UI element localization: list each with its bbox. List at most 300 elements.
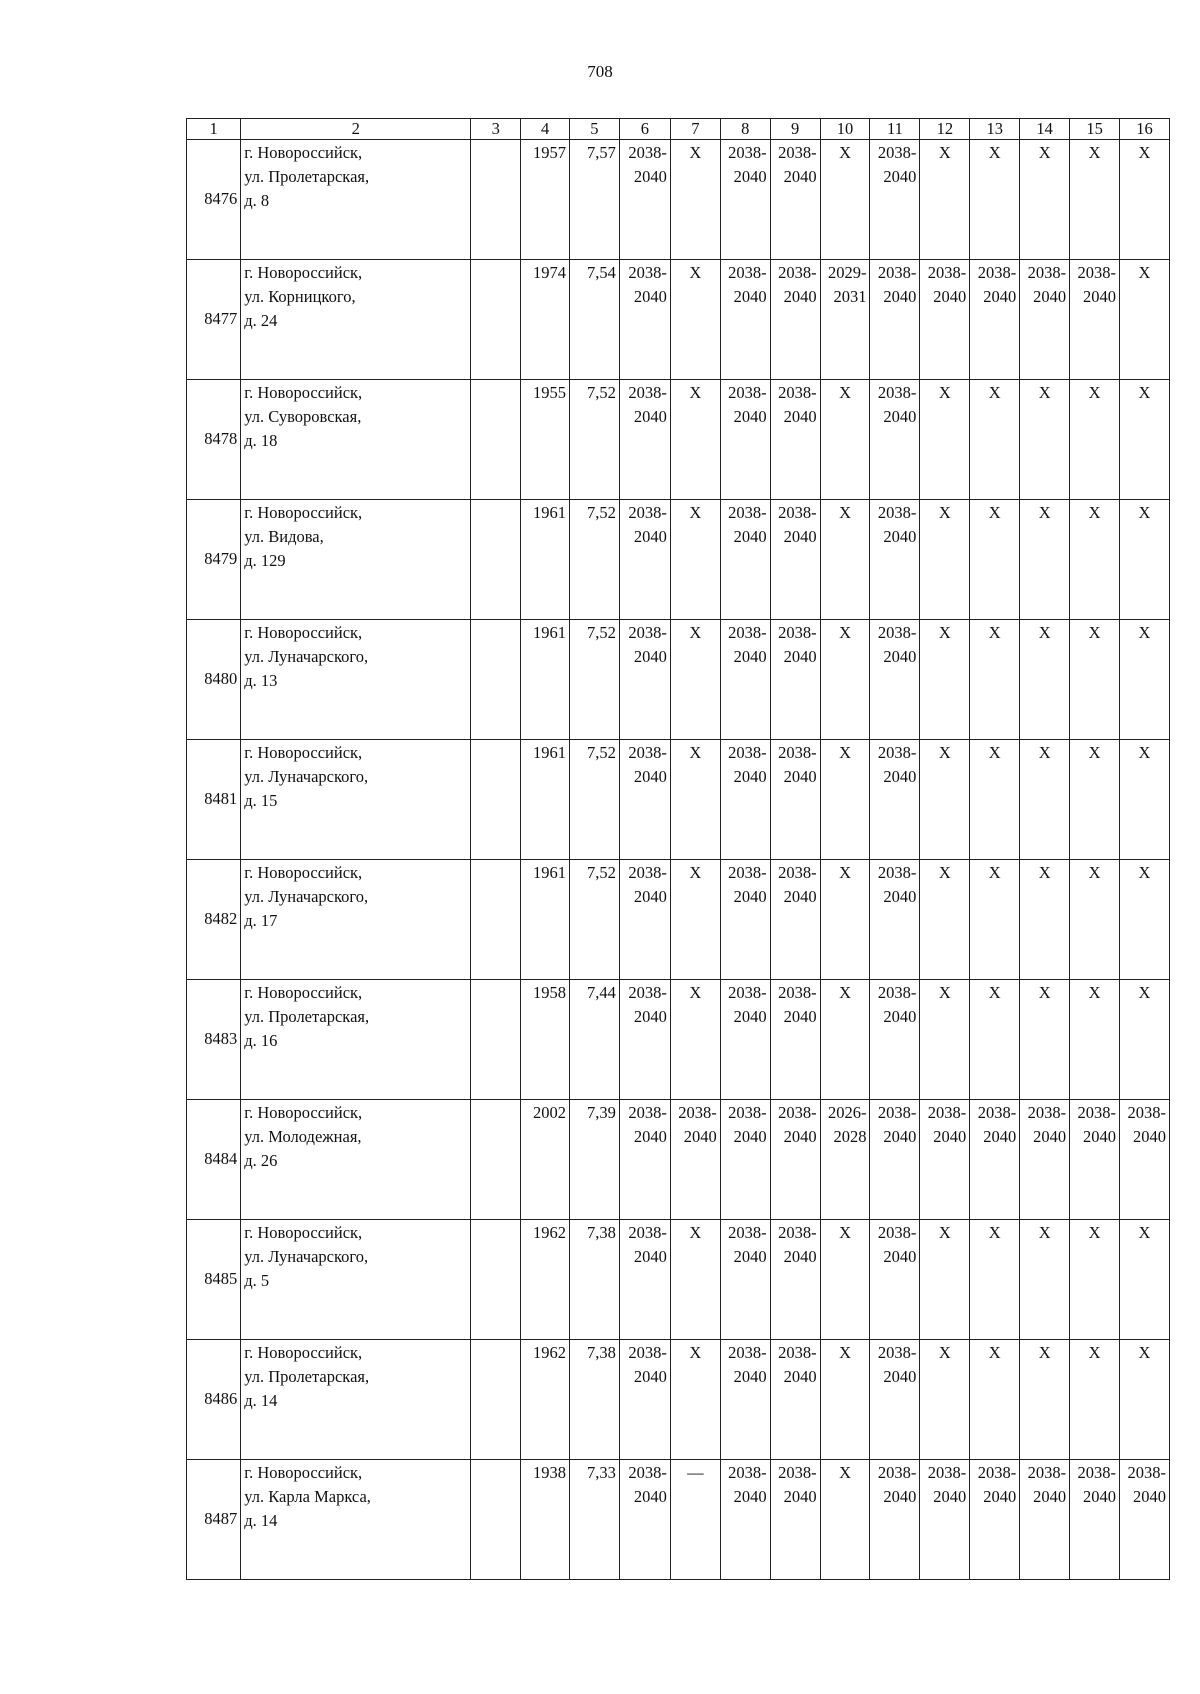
cell-line: д. 18 — [244, 430, 278, 450]
cell-line: г. Новороссийск, — [244, 1463, 363, 1482]
cell-line: 2038- — [628, 743, 667, 762]
cell-line: ул. Карла Маркса, — [244, 1486, 371, 1506]
cell-line: 2028 — [833, 1126, 867, 1146]
cell-line: д. 24 — [244, 310, 278, 330]
period-cell-col-8 — [720, 1340, 770, 1460]
table-row — [187, 620, 1170, 740]
cell-line: X — [1138, 143, 1151, 162]
cell-line: 2038- — [877, 1463, 917, 1482]
period-cell-col-14 — [1020, 620, 1070, 740]
cell-line: ул. Молодежная, — [244, 1126, 362, 1146]
cell-line: 2040 — [633, 526, 667, 546]
cell-line: X — [1138, 863, 1151, 882]
period-cell-col-14 — [1020, 1100, 1070, 1220]
column-header-13: 13 — [970, 119, 1020, 140]
period-cell-col-7 — [670, 1220, 720, 1340]
period-cell-col-6 — [619, 1220, 670, 1340]
cell-line: X — [1138, 503, 1151, 522]
period-cell-col-10 — [820, 260, 870, 380]
cell-line: 2040 — [783, 886, 817, 906]
value-cell: 7,54 — [569, 260, 619, 380]
period-cell-col-14 — [1020, 1220, 1070, 1340]
cell-line: 2038- — [628, 1463, 667, 1482]
cell-line: X — [1038, 623, 1051, 642]
cell-line: 2040 — [1033, 286, 1067, 306]
table-row — [187, 260, 1170, 380]
column-header-8: 8 — [720, 119, 770, 140]
cell-line: 2029- — [827, 263, 867, 282]
cell-line: г. Новороссийск, — [244, 1103, 363, 1122]
cell-line: 2038- — [778, 1343, 817, 1362]
period-cell-col-16 — [1120, 1460, 1170, 1580]
address-cell — [241, 740, 471, 860]
period-cell-col-9 — [770, 860, 820, 980]
cell-line: X — [1088, 143, 1101, 162]
cell-line: 2040 — [633, 1366, 667, 1386]
cell-line: д. 13 — [244, 670, 278, 690]
cell-line: X — [938, 863, 951, 882]
period-cell-col-11 — [870, 380, 920, 500]
period-cell-col-8 — [720, 740, 770, 860]
period-cell-col-6 — [619, 1460, 670, 1580]
column-header-3: 3 — [471, 119, 521, 140]
cell-line: г. Новороссийск, — [244, 1223, 363, 1242]
period-cell-col-6 — [619, 620, 670, 740]
cell-line: 2038- — [678, 1103, 717, 1122]
cell-line: 2040 — [633, 1126, 667, 1146]
period-cell-col-11 — [870, 980, 920, 1100]
year-cell: 1961 — [521, 620, 570, 740]
cell-line: 2040 — [733, 1126, 767, 1146]
cell-line: 2038- — [1077, 263, 1117, 282]
cell-line: 2038- — [628, 1223, 667, 1242]
row-number: 8476 — [187, 140, 241, 260]
cell-line: X — [1088, 503, 1101, 522]
period-cell-col-11 — [870, 140, 920, 260]
cell-line: X — [689, 1343, 702, 1362]
cell-line: X — [938, 1223, 951, 1242]
period-cell-col-14 — [1020, 500, 1070, 620]
address-cell — [241, 1100, 471, 1220]
cell-line: 2038- — [628, 1343, 667, 1362]
cell-line: г. Новороссийск, — [244, 983, 363, 1002]
period-cell-col-15 — [1070, 620, 1120, 740]
cell-line: 2038- — [977, 263, 1017, 282]
cell-line: 2038- — [1027, 263, 1067, 282]
period-cell-col-16 — [1120, 740, 1170, 860]
cell-line: 2040 — [783, 1486, 817, 1506]
cell-line: X — [1038, 503, 1051, 522]
column-header-14: 14 — [1020, 119, 1070, 140]
address-cell — [241, 380, 471, 500]
period-cell-col-7 — [670, 380, 720, 500]
period-cell-col-13 — [970, 1340, 1020, 1460]
cell-line: г. Новороссийск, — [244, 743, 363, 762]
cell-line: X — [839, 143, 851, 162]
cell-line: ул. Луначарского, — [244, 886, 369, 906]
period-cell-col-9 — [770, 380, 820, 500]
cell-line: 2040 — [1083, 1126, 1117, 1146]
year-cell: 1961 — [521, 500, 570, 620]
year-cell: 1938 — [521, 1460, 570, 1580]
period-cell-col-13 — [970, 380, 1020, 500]
period-cell-col-16 — [1120, 380, 1170, 500]
period-cell-col-6 — [619, 380, 670, 500]
column-3-cell — [471, 740, 521, 860]
column-3-cell — [471, 620, 521, 740]
cell-line: ул. Суворовская, — [244, 406, 362, 426]
cell-line: 2038- — [778, 623, 817, 642]
cell-line: X — [839, 503, 851, 522]
period-cell-col-9 — [770, 500, 820, 620]
period-cell-col-8 — [720, 140, 770, 260]
table-row — [187, 500, 1170, 620]
value-cell: 7,39 — [569, 1100, 619, 1220]
period-cell-col-16 — [1120, 1100, 1170, 1220]
cell-line: X — [988, 863, 1001, 882]
period-cell-col-14 — [1020, 260, 1070, 380]
period-cell-col-12 — [920, 260, 970, 380]
cell-line: г. Новороссийск, — [244, 863, 363, 882]
cell-line: X — [988, 383, 1001, 402]
cell-line: 2040 — [883, 1246, 917, 1266]
period-cell-col-7 — [670, 980, 720, 1100]
cell-line: 2038- — [728, 143, 767, 162]
cell-line: X — [1138, 623, 1151, 642]
cell-line: X — [988, 623, 1001, 642]
cell-line: д. 26 — [244, 1150, 278, 1170]
year-cell: 1962 — [521, 1340, 570, 1460]
cell-line: X — [689, 863, 702, 882]
cell-line: X — [938, 1343, 951, 1362]
period-cell-col-11 — [870, 860, 920, 980]
cell-line: 2038- — [728, 503, 767, 522]
cell-line: X — [938, 503, 951, 522]
period-cell-col-7 — [670, 500, 720, 620]
cell-line: 2040 — [733, 286, 767, 306]
cell-line: X — [689, 503, 702, 522]
period-cell-col-9 — [770, 1340, 820, 1460]
cell-line: г. Новороссийск, — [244, 143, 363, 162]
cell-line: 2038- — [877, 1343, 917, 1362]
cell-line: 2038- — [1127, 1103, 1166, 1122]
cell-line: ул. Луначарского, — [244, 1246, 369, 1266]
cell-line: д. 8 — [244, 190, 270, 210]
cell-line: X — [1038, 863, 1051, 882]
cell-line: X — [689, 383, 702, 402]
period-cell-col-12 — [920, 380, 970, 500]
cell-line: 2038- — [1027, 1103, 1067, 1122]
value-cell: 7,38 — [569, 1220, 619, 1340]
cell-line: 2040 — [1133, 1126, 1166, 1146]
cell-line: X — [938, 983, 951, 1002]
cell-line: 2040 — [883, 1006, 917, 1026]
period-cell-col-14 — [1020, 860, 1070, 980]
cell-line: 2040 — [883, 886, 917, 906]
cell-line: 2040 — [783, 1366, 817, 1386]
value-cell: 7,52 — [569, 500, 619, 620]
cell-line: 2038- — [728, 1103, 767, 1122]
value-cell: 7,44 — [569, 980, 619, 1100]
cell-line: 2040 — [733, 166, 767, 186]
period-cell-col-7 — [670, 860, 720, 980]
cell-line: 2038- — [778, 983, 817, 1002]
cell-line: 2038- — [778, 1103, 817, 1122]
period-cell-col-10 — [820, 1340, 870, 1460]
value-cell: 7,57 — [569, 140, 619, 260]
cell-line: д. 14 — [244, 1390, 278, 1410]
row-number: 8478 — [187, 380, 241, 500]
value-cell: 7,33 — [569, 1460, 619, 1580]
cell-line: 2040 — [933, 286, 967, 306]
cell-line: X — [839, 983, 851, 1002]
period-cell-col-10 — [820, 740, 870, 860]
cell-line: 2040 — [733, 886, 767, 906]
cell-line: 2038- — [877, 863, 917, 882]
year-cell: 1958 — [521, 980, 570, 1100]
value-cell: 7,52 — [569, 380, 619, 500]
cell-line: 2038- — [927, 1463, 967, 1482]
cell-line: 2040 — [883, 166, 917, 186]
column-header-5: 5 — [569, 119, 619, 140]
column-3-cell — [471, 380, 521, 500]
row-number: 8481 — [187, 740, 241, 860]
period-cell-col-16 — [1120, 140, 1170, 260]
cell-line: 2038- — [1127, 1463, 1166, 1482]
cell-line: 2040 — [733, 1366, 767, 1386]
cell-line: д. 14 — [244, 1510, 278, 1530]
cell-line: г. Новороссийск, — [244, 1343, 363, 1362]
column-3-cell — [471, 260, 521, 380]
cell-line: 2038- — [927, 1103, 967, 1122]
period-cell-col-8 — [720, 1460, 770, 1580]
row-number: 8487 — [187, 1460, 241, 1580]
address-cell — [241, 1460, 471, 1580]
column-3-cell — [471, 1460, 521, 1580]
cell-line: 2038- — [778, 1463, 817, 1482]
period-cell-col-9 — [770, 1460, 820, 1580]
period-cell-col-8 — [720, 860, 770, 980]
period-cell-col-15 — [1070, 140, 1120, 260]
cell-line: X — [839, 743, 851, 762]
cell-line: 2040 — [683, 1126, 717, 1146]
cell-line: X — [689, 143, 702, 162]
column-3-cell — [471, 1340, 521, 1460]
cell-line: 2038- — [728, 263, 767, 282]
cell-line: 2038- — [977, 1103, 1017, 1122]
period-cell-col-10 — [820, 620, 870, 740]
cell-line: X — [1138, 1223, 1151, 1242]
table-row — [187, 1220, 1170, 1340]
row-number: 8485 — [187, 1220, 241, 1340]
cell-line: X — [1038, 983, 1051, 1002]
cell-line: X — [1088, 983, 1101, 1002]
year-cell: 1961 — [521, 740, 570, 860]
period-cell-col-8 — [720, 620, 770, 740]
period-cell-col-10 — [820, 1460, 870, 1580]
cell-line: ул. Видова, — [244, 526, 324, 546]
period-cell-col-6 — [619, 500, 670, 620]
page-number: 708 — [587, 62, 613, 81]
period-cell-col-8 — [720, 380, 770, 500]
period-cell-col-15 — [1070, 980, 1120, 1100]
table-header — [187, 119, 1170, 140]
cell-line: X — [1138, 1343, 1151, 1362]
period-cell-col-8 — [720, 1220, 770, 1340]
period-cell-col-15 — [1070, 1220, 1120, 1340]
period-cell-col-11 — [870, 500, 920, 620]
column-3-cell — [471, 860, 521, 980]
cell-line: 2040 — [633, 1486, 667, 1506]
year-cell: 1962 — [521, 1220, 570, 1340]
period-cell-col-14 — [1020, 1460, 1070, 1580]
cell-line: 2038- — [728, 1223, 767, 1242]
cell-line: 2040 — [733, 406, 767, 426]
cell-line: X — [839, 1343, 851, 1362]
period-cell-col-16 — [1120, 1220, 1170, 1340]
column-header-10: 10 — [820, 119, 870, 140]
year-cell: 1955 — [521, 380, 570, 500]
cell-line: ул. Пролетарская, — [244, 166, 370, 186]
cell-line: д. 15 — [244, 790, 278, 810]
cell-line: X — [689, 263, 702, 282]
period-cell-col-13 — [970, 1220, 1020, 1340]
cell-line: 2038- — [728, 983, 767, 1002]
table-row — [187, 380, 1170, 500]
period-cell-col-12 — [920, 140, 970, 260]
cell-line: X — [988, 983, 1001, 1002]
value-cell: 7,52 — [569, 740, 619, 860]
cell-line: X — [1088, 383, 1101, 402]
column-3-cell — [471, 1100, 521, 1220]
cell-line: 2040 — [883, 646, 917, 666]
cell-line: 2038- — [778, 503, 817, 522]
cell-line: 2040 — [983, 1126, 1017, 1146]
cell-line: 2040 — [983, 1486, 1017, 1506]
address-cell — [241, 140, 471, 260]
cell-line: 2026- — [827, 1103, 867, 1122]
address-cell — [241, 500, 471, 620]
period-cell-col-10 — [820, 380, 870, 500]
cell-line: X — [839, 863, 851, 882]
period-cell-col-7 — [670, 620, 720, 740]
cell-line: 2040 — [733, 1006, 767, 1026]
cell-line: ул. Луначарского, — [244, 766, 369, 786]
cell-line: X — [1038, 143, 1051, 162]
cell-line: X — [1038, 1343, 1051, 1362]
period-cell-col-6 — [619, 1100, 670, 1220]
year-cell: 1957 — [521, 140, 570, 260]
cell-line: 2040 — [633, 766, 667, 786]
period-cell-col-10 — [820, 1220, 870, 1340]
column-header-7: 7 — [670, 119, 720, 140]
cell-line: X — [839, 1463, 851, 1482]
period-cell-col-9 — [770, 980, 820, 1100]
cell-line: X — [938, 143, 951, 162]
cell-line: 2038- — [877, 143, 917, 162]
period-cell-col-13 — [970, 1100, 1020, 1220]
cell-line: — — [687, 1463, 704, 1482]
period-cell-col-15 — [1070, 1340, 1120, 1460]
period-cell-col-9 — [770, 1100, 820, 1220]
period-cell-col-10 — [820, 500, 870, 620]
period-cell-col-12 — [920, 860, 970, 980]
cell-line: 2038- — [628, 143, 667, 162]
cell-line: д. 129 — [244, 550, 286, 570]
period-cell-col-8 — [720, 260, 770, 380]
cell-line: 2040 — [633, 286, 667, 306]
cell-line: X — [1038, 1223, 1051, 1242]
cell-line: 2038- — [778, 383, 817, 402]
cell-line: 2040 — [733, 646, 767, 666]
period-cell-col-14 — [1020, 980, 1070, 1100]
address-cell — [241, 980, 471, 1100]
period-cell-col-13 — [970, 500, 1020, 620]
period-cell-col-14 — [1020, 1340, 1070, 1460]
period-cell-col-12 — [920, 740, 970, 860]
cell-line: X — [1138, 383, 1151, 402]
cell-line: г. Новороссийск, — [244, 383, 363, 402]
cell-line: 2040 — [633, 166, 667, 186]
cell-line: ул. Корницкого, — [244, 286, 356, 306]
cell-line: X — [988, 503, 1001, 522]
cell-line: X — [1038, 743, 1051, 762]
column-header-2: 2 — [241, 119, 471, 140]
period-cell-col-7 — [670, 140, 720, 260]
cell-line: X — [988, 1343, 1001, 1362]
cell-line: 2040 — [933, 1126, 967, 1146]
cell-line: X — [689, 983, 702, 1002]
header-row — [187, 119, 1170, 140]
table-row — [187, 740, 1170, 860]
period-cell-col-6 — [619, 1340, 670, 1460]
cell-line: X — [1088, 863, 1101, 882]
period-cell-col-14 — [1020, 140, 1070, 260]
cell-line: 2038- — [728, 1463, 767, 1482]
cell-line: 2040 — [633, 1006, 667, 1026]
column-header-4: 4 — [521, 119, 570, 140]
cell-line: X — [689, 743, 702, 762]
cell-line: ул. Луначарского, — [244, 646, 369, 666]
column-3-cell — [471, 500, 521, 620]
cell-line: X — [988, 743, 1001, 762]
cell-line: X — [1088, 1223, 1101, 1242]
period-cell-col-10 — [820, 140, 870, 260]
column-header-16: 16 — [1120, 119, 1170, 140]
cell-line: г. Новороссийск, — [244, 503, 363, 522]
period-cell-col-15 — [1070, 500, 1120, 620]
cell-line: X — [1138, 743, 1151, 762]
cell-line: X — [689, 623, 702, 642]
period-cell-col-9 — [770, 260, 820, 380]
cell-line: 2038- — [877, 263, 917, 282]
cell-line: 2040 — [783, 1246, 817, 1266]
period-cell-col-10 — [820, 980, 870, 1100]
cell-line: 2040 — [1083, 286, 1117, 306]
value-cell: 7,38 — [569, 1340, 619, 1460]
period-cell-col-7 — [670, 1100, 720, 1220]
cell-line: г. Новороссийск, — [244, 623, 363, 642]
period-cell-col-14 — [1020, 740, 1070, 860]
cell-line: 2040 — [633, 1246, 667, 1266]
period-cell-col-8 — [720, 1100, 770, 1220]
period-cell-col-6 — [619, 980, 670, 1100]
cell-line: 2040 — [883, 406, 917, 426]
cell-line: ул. Пролетарская, — [244, 1006, 370, 1026]
cell-line: 2038- — [1027, 1463, 1067, 1482]
cell-line: 2038- — [778, 863, 817, 882]
period-cell-col-6 — [619, 140, 670, 260]
